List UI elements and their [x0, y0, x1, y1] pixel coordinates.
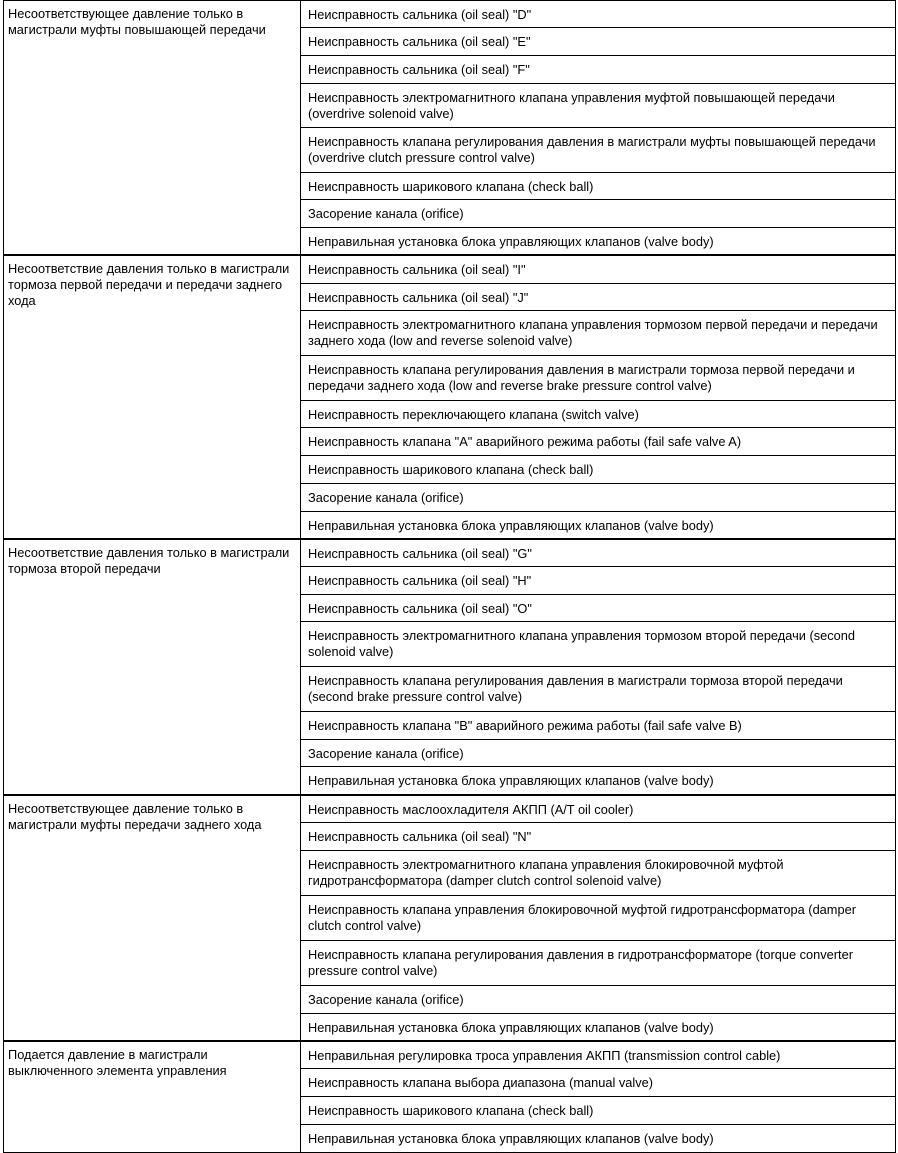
cause-cell: Неправильная установка блока управляющих клапанов (valve body): [301, 1013, 896, 1041]
cause-cell: Неисправность шарикового клапана (check ball): [301, 173, 896, 200]
symptom-group: [4, 795, 896, 1042]
symptom-cell: Несоответствующее давление только в магистрали муфты повышающей передачи: [4, 1, 301, 256]
cause-cell: Неисправность клапана управления блокировочной муфтой гидротрансформатора (damper clutch control valve): [301, 895, 896, 940]
cause-cell: Неисправность сальника (oil seal) "N": [301, 822, 896, 850]
cause-cell: Неправильная установка блока управляющих клапанов (valve body): [301, 767, 896, 795]
cause-cell: Неправильная установка блока управляющих клапанов (valve body): [301, 228, 896, 256]
cause-cell: Неисправность сальника (oil seal) "J": [301, 283, 896, 310]
cause-cell: Засорение канала (orifice): [301, 740, 896, 767]
cause-cell: Неисправность клапана регулирования давления в гидротрансформаторе (torque converter pressure control valve): [301, 940, 896, 985]
cause-cell: Засорение канала (orifice): [301, 483, 896, 511]
cause-cell: Неисправность сальника (oil seal) "I": [301, 255, 896, 283]
cause-cell: Неисправность сальника (oil seal) "H": [301, 567, 896, 595]
symptom-cell: Несоответствие давления только в магистрали тормоза второй передачи: [4, 539, 301, 795]
cause-cell: Неправильная регулировка троса управления АКПП (transmission control cable): [301, 1041, 896, 1069]
table-row: [4, 1, 896, 28]
table-row: [4, 795, 896, 823]
cause-cell: Неисправность клапана выбора диапазона (manual valve): [301, 1069, 896, 1097]
table-row: [4, 255, 896, 283]
cause-cell: Неисправность электромагнитного клапана управления тормозом второй передачи (second solenoid valve): [301, 622, 896, 667]
cause-cell: Неисправность электромагнитного клапана управления муфтой повышающей передачи (overdrive solenoid valve): [301, 84, 896, 128]
cause-cell: Неисправность электромагнитного клапана управления блокировочной муфтой гидротрансформатора (damper clutch control solenoid valve): [301, 850, 896, 895]
cause-cell: Неисправность сальника (oil seal) "E": [301, 28, 896, 56]
diagnostic-table-container: [3, 0, 895, 1153]
symptom-cell: Несоответствующее давление только в магистрали муфты передачи заднего хода: [4, 795, 301, 1042]
cause-cell: Неисправность маслоохладителя АКПП (A/T oil cooler): [301, 795, 896, 823]
symptom-group: [4, 1, 896, 256]
cause-cell: Неисправность шарикового клапана (check ball): [301, 1097, 896, 1125]
cause-cell: Неисправность клапана регулирования давления в магистрали муфты повышающей передачи (overdrive clutch pressure control valve): [301, 128, 896, 173]
symptom-group: [4, 255, 896, 539]
cause-cell: Неисправность клапана регулирования давления в магистрали тормоза второй передачи (second brake pressure control valve): [301, 667, 896, 712]
symptom-cell: Несоответствие давления только в магистрали тормоза первой передачи и передачи заднего хода: [4, 255, 301, 539]
symptom-cell: Подается давление в магистрали выключенного элемента управления: [4, 1041, 301, 1153]
cause-cell: Неисправность сальника (oil seal) "O": [301, 595, 896, 622]
cause-cell: Неисправность переключающего клапана (switch valve): [301, 400, 896, 427]
cause-cell: Неправильная установка блока управляющих клапанов (valve body): [301, 1125, 896, 1153]
cause-cell: Неисправность клапана "B" аварийного режима работы (fail safe valve B): [301, 712, 896, 740]
cause-cell: Неисправность электромагнитного клапана управления тормозом первой передачи и передачи заднего хода (low and reverse solenoid valve): [301, 310, 896, 355]
cause-cell: Засорение канала (orifice): [301, 985, 896, 1013]
cause-cell: Неисправность клапана "A" аварийного режима работы (fail safe valve A): [301, 427, 896, 455]
symptom-group: [4, 1041, 896, 1153]
cause-cell: Неисправность сальника (oil seal) "G": [301, 539, 896, 567]
cause-cell: Неисправность шарикового клапана (check ball): [301, 455, 896, 483]
table-row: [4, 1041, 896, 1069]
cause-cell: Неисправность сальника (oil seal) "D": [301, 1, 896, 28]
cause-cell: Засорение канала (orifice): [301, 200, 896, 228]
diagnostic-table: [3, 0, 896, 1153]
table-row: [4, 539, 896, 567]
cause-cell: Неисправность сальника (oil seal) "F": [301, 56, 896, 84]
cause-cell: Неправильная установка блока управляющих клапанов (valve body): [301, 511, 896, 539]
symptom-group: [4, 539, 896, 795]
cause-cell: Неисправность клапана регулирования давления в магистрали тормоза первой передачи и передачи заднего хода (low and reverse brake pressure control valve): [301, 355, 896, 400]
